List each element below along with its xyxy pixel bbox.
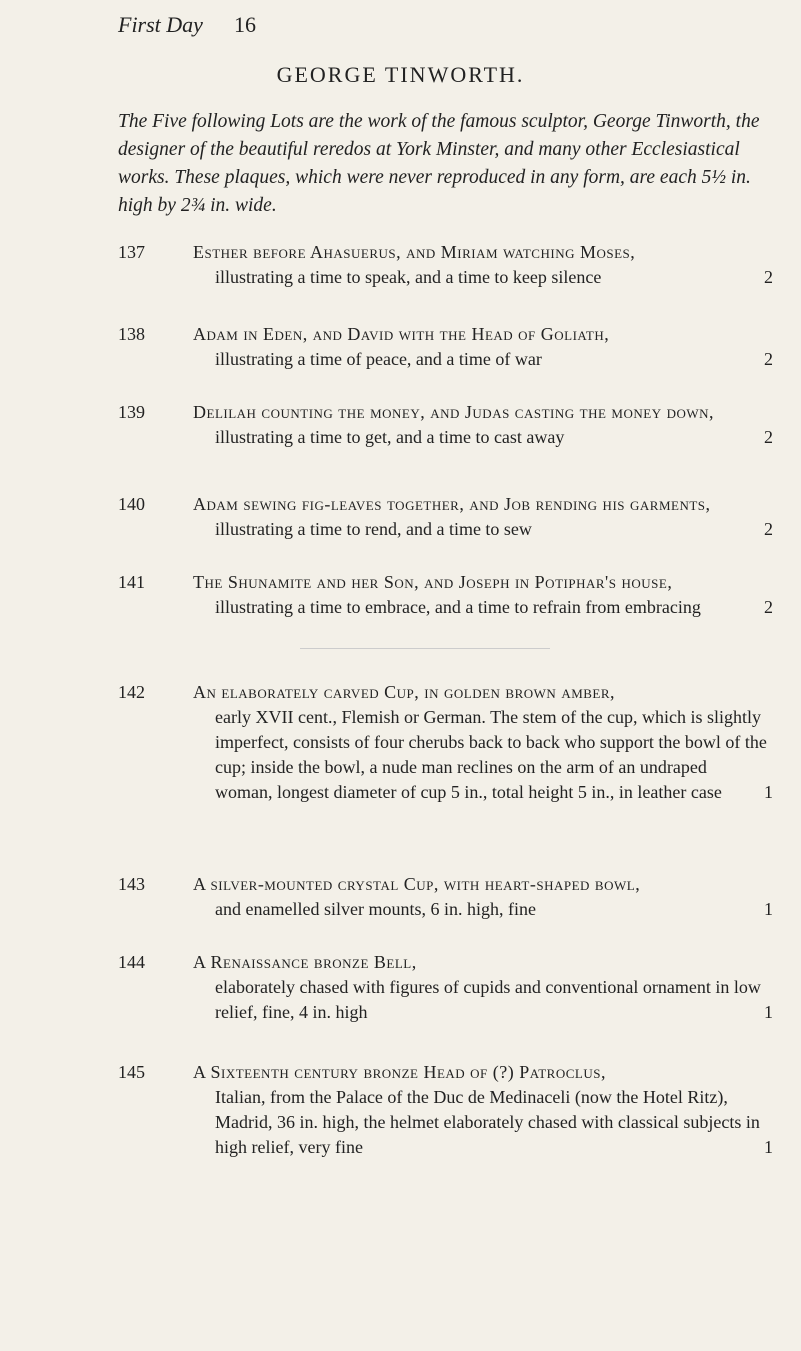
lot-item bbox=[118, 950, 773, 1025]
lot-description: illustrating a time to embrace, and a time to refrain from embracing bbox=[215, 597, 701, 617]
lot-title: Adam in Eden, and David with the Head of Goliath, bbox=[193, 324, 610, 344]
lot-number: 140 bbox=[118, 494, 145, 514]
lot-quantity: 2 bbox=[764, 519, 773, 539]
lot-number: 143 bbox=[118, 874, 145, 894]
section-title: GEORGE TINWORTH. bbox=[276, 62, 525, 87]
lot-item bbox=[118, 240, 773, 290]
lot-description: illustrating a time to rend, and a time to sew bbox=[215, 519, 532, 539]
day-label: First Day bbox=[118, 12, 203, 37]
lot-quantity: 2 bbox=[764, 597, 773, 617]
lot-description: illustrating a time to get, and a time to cast away bbox=[215, 427, 565, 447]
lot-number: 138 bbox=[118, 324, 145, 344]
lot-description: early XVII cent., Flemish or German. The stem of the cup, which is slightly imperfect, consists of four cherubs back to back who support the bowl of the cup; inside the bowl, a nude man reclines on the arm of an undraped woman, longest diameter of cup 5 in., total height 5 in., in leather case bbox=[215, 707, 767, 802]
lot-item bbox=[118, 400, 773, 450]
lot-number: 141 bbox=[118, 572, 145, 592]
lot-item bbox=[118, 492, 773, 542]
lot-item bbox=[118, 570, 773, 620]
lot-quantity: 1 bbox=[764, 1002, 773, 1022]
lot-description: illustrating a time to speak, and a time to keep silence bbox=[215, 267, 602, 287]
lot-description: and enamelled silver mounts, 6 in. high, fine bbox=[215, 899, 536, 919]
lot-description: Italian, from the Palace of the Duc de Medinaceli (now the Hotel Ritz), Madrid, 36 in. high, the helmet elaborately chased with classical subjects in high relief, very fine bbox=[215, 1087, 760, 1157]
lot-quantity: 2 bbox=[764, 349, 773, 369]
lot-title: A silver-mounted crystal Cup, with heart-shaped bowl, bbox=[193, 874, 641, 894]
lot-item bbox=[118, 680, 773, 805]
lot-number: 144 bbox=[118, 952, 145, 972]
lot-quantity: 1 bbox=[764, 1137, 773, 1157]
divider bbox=[300, 648, 550, 649]
lot-quantity: 2 bbox=[764, 427, 773, 447]
lot-title: The Shunamite and her Son, and Joseph in Potiphar's house, bbox=[193, 572, 673, 592]
lot-quantity: 2 bbox=[764, 267, 773, 287]
lot-number: 145 bbox=[118, 1062, 145, 1082]
lot-item bbox=[118, 322, 773, 372]
lot-number: 139 bbox=[118, 402, 145, 422]
lot-title: A Sixteenth century bronze Head of (?) Patroclus, bbox=[193, 1062, 606, 1082]
lot-title: An elaborately carved Cup, in golden brown amber, bbox=[193, 682, 616, 702]
lot-title: Adam sewing fig-leaves together, and Job rending his garments, bbox=[193, 494, 711, 514]
lot-title: A Renaissance bronze Bell, bbox=[193, 952, 417, 972]
lot-number: 142 bbox=[118, 682, 145, 702]
lot-title: Esther before Ahasuerus, and Miriam watching Moses, bbox=[193, 242, 636, 262]
lot-title: Delilah counting the money, and Judas casting the money down, bbox=[193, 402, 715, 422]
intro-paragraph bbox=[118, 108, 778, 220]
lot-quantity: 1 bbox=[764, 782, 773, 802]
intro-text: The Five following Lots are the work of the famous sculptor, George Tinworth, the designer of the beautiful reredos at York Minster, and many other Ecclesiastical works. These plaques, which were never reproduced in any form, are each 5½ in. high by 2¾ in. wide. bbox=[118, 111, 760, 216]
lot-number: 137 bbox=[118, 242, 145, 262]
page-number: 16 bbox=[234, 12, 256, 37]
lot-item bbox=[118, 1060, 773, 1160]
lot-item bbox=[118, 872, 773, 922]
page-header bbox=[118, 12, 256, 38]
lot-description: illustrating a time of peace, and a time of war bbox=[215, 349, 542, 369]
lot-quantity: 1 bbox=[764, 899, 773, 919]
lot-description: elaborately chased with figures of cupids and conventional ornament in low relief, fine, 4 in. high bbox=[215, 977, 761, 1022]
